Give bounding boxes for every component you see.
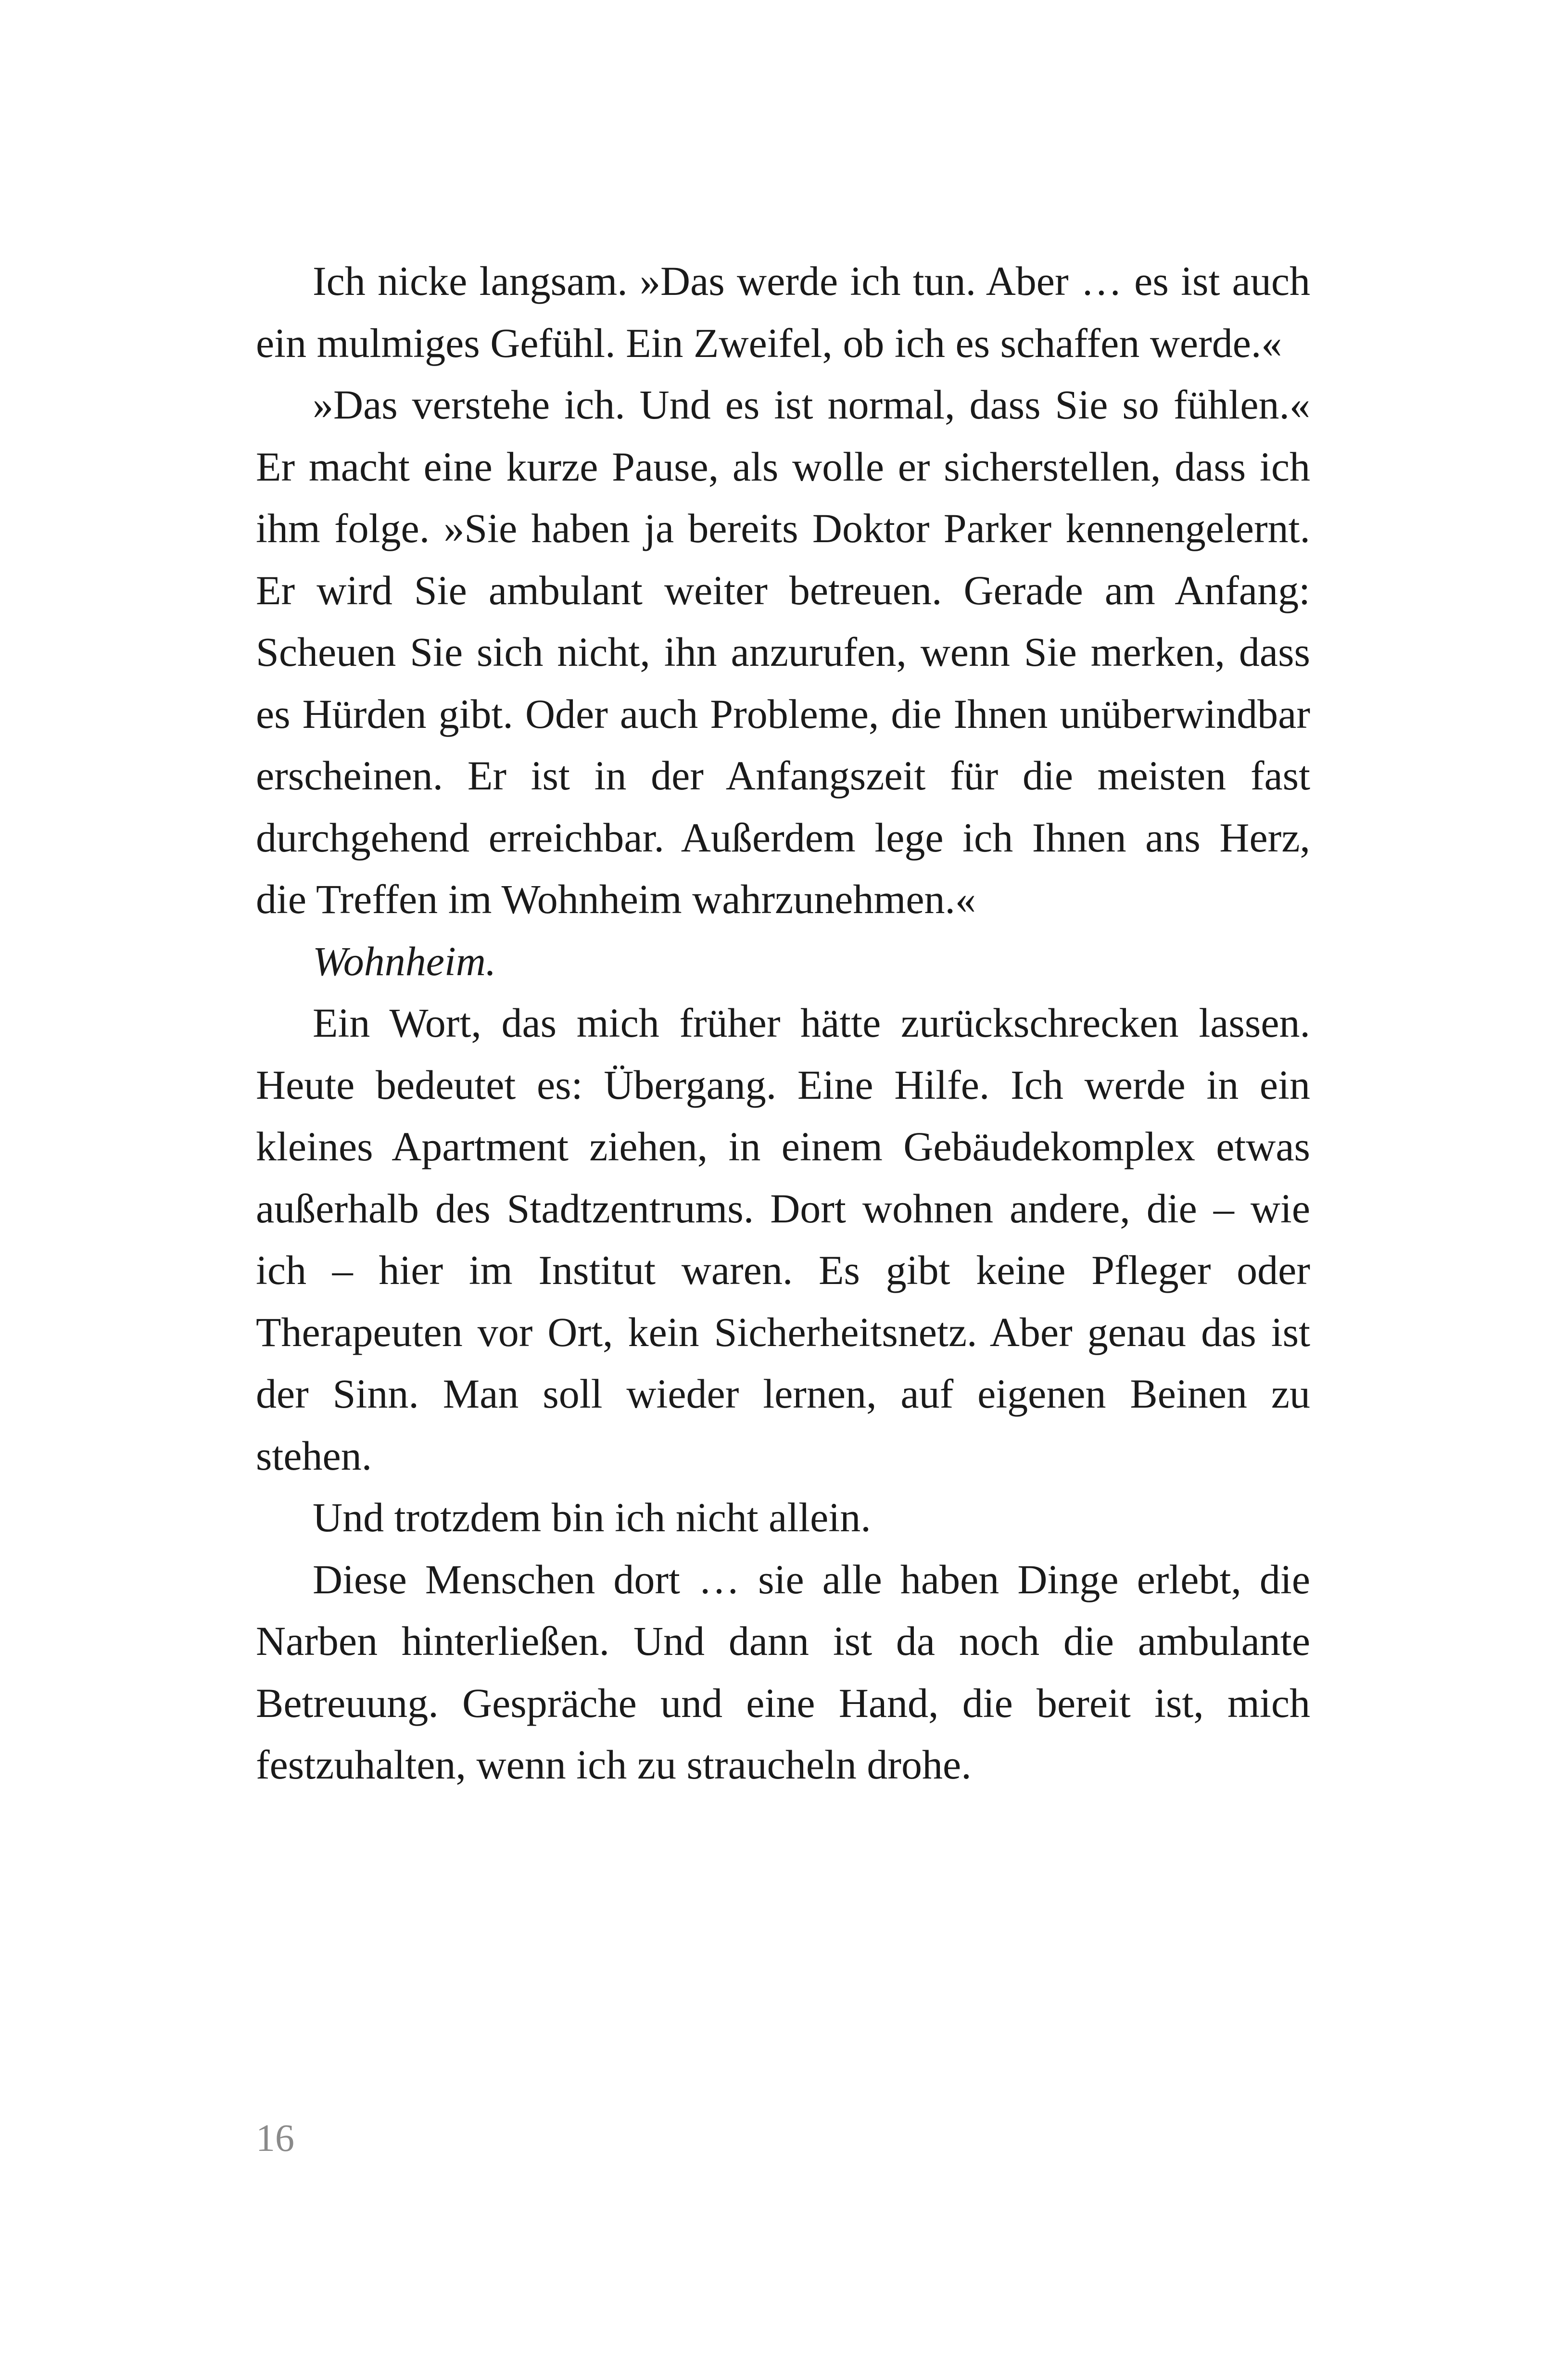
- paragraph-3-italic: Wohnheim.: [313, 938, 496, 984]
- paragraph-5: Und trotzdem bin ich nicht allein.: [313, 1494, 871, 1540]
- page-number: 16: [256, 2117, 294, 2160]
- paragraph-1: Ich nicke langsam. »Das werde ich tun. Aber … es ist auch ein mulmiges Gefühl. Ein Zweifel, ob ich es schaffen werde.«: [256, 258, 1310, 366]
- body-text: [256, 250, 1310, 1796]
- paragraph-4: Ein Wort, das mich früher hätte zurückschrecken lassen. Heute bedeutet es: Übergang. Eine Hilfe. Ich werde in ein kleines Apartment ziehen, in einem Gebäudekomplex etwas außerhalb des Stadtzentrums. Dort wohnen andere, die – wie ich – hier im Institut waren. Es gibt keine Pfleger oder Therapeuten vor Ort, kein Sicherheitsnetz. Aber genau das ist der Sinn. Man soll wieder lernen, auf eigenen Beinen zu stehen.: [256, 1000, 1310, 1479]
- paragraph-2: »Das verstehe ich. Und es ist normal, dass Sie so fühlen.« Er macht eine kurze Pause, als wolle er sicherstellen, dass ich ihm folge. »Sie haben ja bereits Doktor Parker kennengelernt. Er wird Sie ambulant weiter betreuen. Gerade am Anfang: Scheuen Sie sich nicht, ihn anzurufen, wenn Sie merken, dass es Hürden gibt. Oder auch Probleme, die Ihnen unüberwindbar erscheinen. Er ist in der Anfangszeit für die meisten fast durchgehend erreichbar. Außerdem lege ich Ihnen ans Herz, die Treffen im Wohnheim wahrzunehmen.«: [256, 381, 1310, 922]
- paragraph-6: Diese Menschen dort … sie alle haben Dinge erlebt, die Narben hinterließen. Und dann ist da noch die ambulante Betreuung. Gespräche und eine Hand, die bereit ist, mich festzuhalten, wenn ich zu straucheln drohe.: [256, 1556, 1310, 1788]
